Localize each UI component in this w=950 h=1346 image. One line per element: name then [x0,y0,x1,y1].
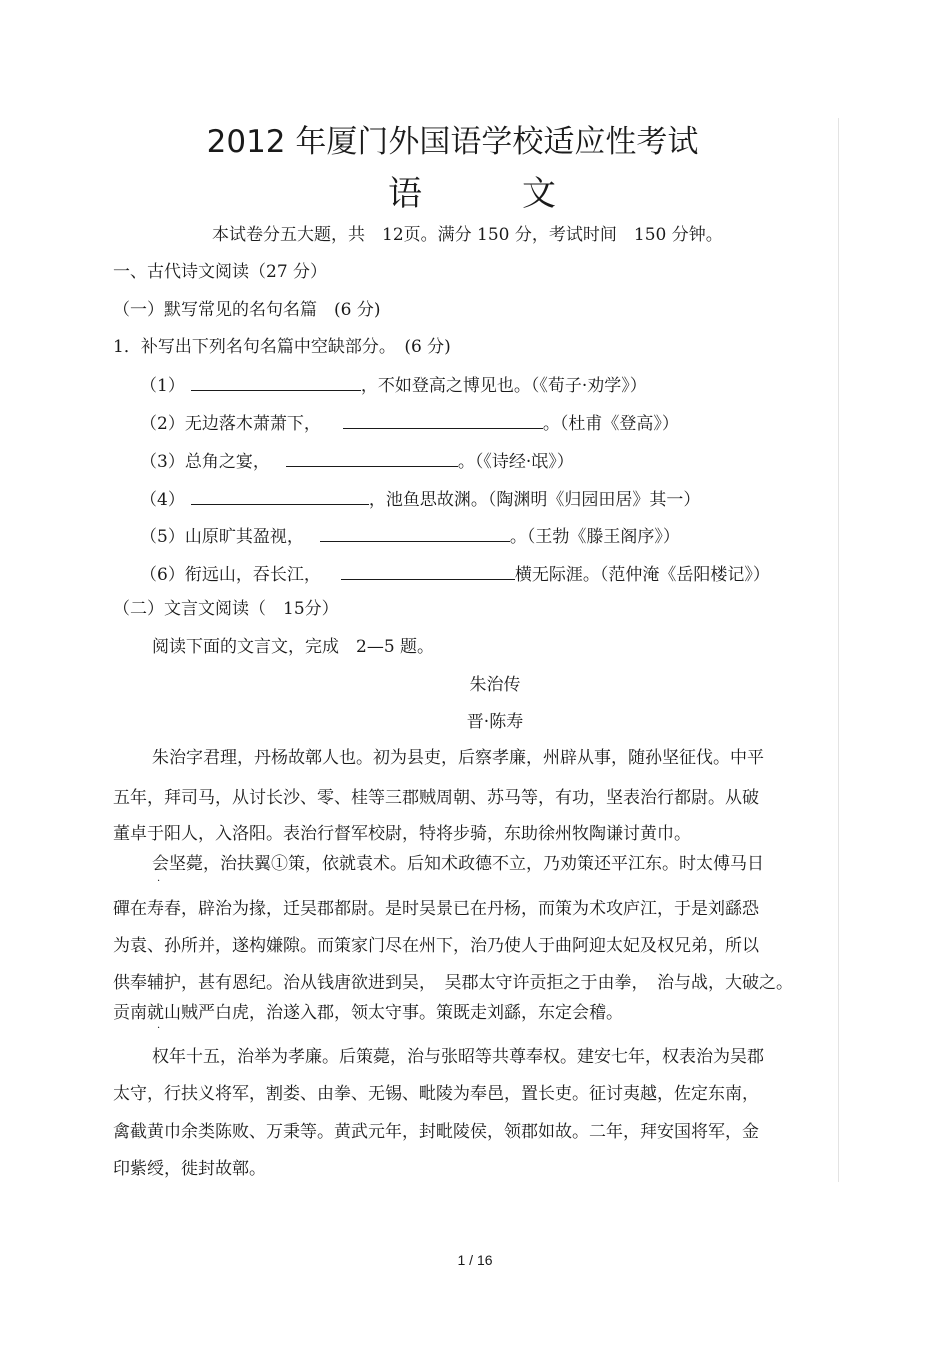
subject-char-2: 文 [522,174,556,214]
essay-line: 太守，行扶义将军，割娄、由拳、无锡、毗陵为奉邑，置长吏。征讨夷越，佐定东南， [113,1084,759,1104]
page-margin-line [838,118,839,1182]
essay-line: 董卓于阳人，入洛阳。表治行督军校尉，特将步骑，东助徐州牧陶谦讨黄巾。 [113,824,691,844]
essay-line: 会坚薨，治扶翼①策，依就袁术。后知术政德不立，乃劝策还平江东。时太傅马日 [152,854,764,874]
fill-item-2 [140,410,679,436]
item-number: （5） [140,527,185,547]
fill-item-1 [140,372,647,398]
emphasis-dot: · [157,876,161,887]
fill-item-4 [140,486,700,512]
part-heading-recitation: （一）默写常见的名句名篇 (6 分) [113,300,381,320]
essay-line: 五年，拜司马，从讨长沙、零、桂等三郡贼周朝、苏马等，有功，坚表治行都尉。从破 [113,788,759,808]
item-text-after: ，池鱼思故渊。（陶渊明《归园田居》其一） [368,490,701,510]
exam-instructions: 本试卷分五大题，共 12页。满分 150 分，考试时间 150 分钟。 [212,225,723,245]
essay-line: 供奉辅护，甚有恩纪。治从钱唐欲进到吴， 吴郡太守许贡拒之于由拳， 治与战，大破之。 [113,973,793,993]
item-text-before: 无边落木萧萧下， [184,414,321,434]
essay-line: 贡南就山贼严白虎，治遂入郡，领太守事。策既走刘繇，东定会稽。 [113,1003,623,1023]
item-text-after: 。（杜甫《登高》） [542,414,679,434]
essay-line: 权年十五，治举为孝廉。后策薨，治与张昭等共尊奉权。建安七年，权表治为吴郡 [152,1047,764,1067]
item-text-after: 。（《诗经·氓》） [457,452,574,472]
reading-instruction: 阅读下面的文言文，完成 2—5 题。 [152,637,435,657]
essay-author: 晋·陈寿 [466,712,524,732]
item-text-after: ，不如登高之博见也。（《荀子·劝学》） [360,376,647,396]
answer-blank[interactable] [191,486,369,505]
item-text-after: 横无际涯。（范仲淹《岳阳楼记》） [514,565,770,585]
item-number: （1） [140,376,185,396]
section-heading-classical: 一、古代诗文阅读（27 分） [113,262,328,282]
page-number: 1 / 16 [457,1252,493,1268]
item-text-after: 。（王勃《滕王阁序》） [509,527,680,547]
essay-line: 印紫绶，徙封故鄣。 [113,1159,266,1179]
item-number: （2） [140,414,185,434]
item-number: （4） [140,490,185,510]
answer-blank[interactable] [343,410,543,429]
fill-item-6 [140,561,770,587]
essay-line: 禽截黄巾余类陈败、万秉等。黄武元年，封毗陵侯，领郡如故。二年，拜安国将军，金 [113,1122,759,1142]
part-heading-classical-reading: （二）文言文阅读（ 15分） [113,599,339,619]
question-1: 1．补写出下列名句名篇中空缺部分。 (6 分) [113,337,451,357]
item-text-before: 山原旷其盈视， [184,527,304,547]
fill-item-3 [140,448,574,474]
fill-item-5 [140,523,680,549]
essay-line: 磾在寿春，辟治为掾，迁吴郡都尉。是时吴景已在丹杨，而策为术攻庐江，于是刘繇恐 [113,899,759,919]
answer-blank[interactable] [286,448,458,467]
item-number: （6） [140,565,185,585]
essay-line: 朱治字君理，丹杨故鄣人也。初为县吏，后察孝廉，州辟从事，随孙坚征伐。中平 [152,748,764,768]
answer-blank[interactable] [191,372,361,391]
emphasis-dot: · [157,1023,161,1034]
essay-line: 为袁、孙所并，遂构嫌隙。而策家门尽在州下，治乃使人于曲阿迎太妃及权兄弟，所以 [113,936,759,956]
item-text-before: 总角之宴， [184,452,270,472]
exam-title: 2012 年厦门外国语学校适应性考试 [206,124,699,160]
essay-title: 朱治传 [469,675,521,695]
answer-blank[interactable] [341,561,515,580]
subject-char-1: 语 [388,174,422,214]
item-number: （3） [140,452,185,472]
answer-blank[interactable] [320,523,510,542]
item-text-before: 衔远山，吞长江， [184,565,321,585]
